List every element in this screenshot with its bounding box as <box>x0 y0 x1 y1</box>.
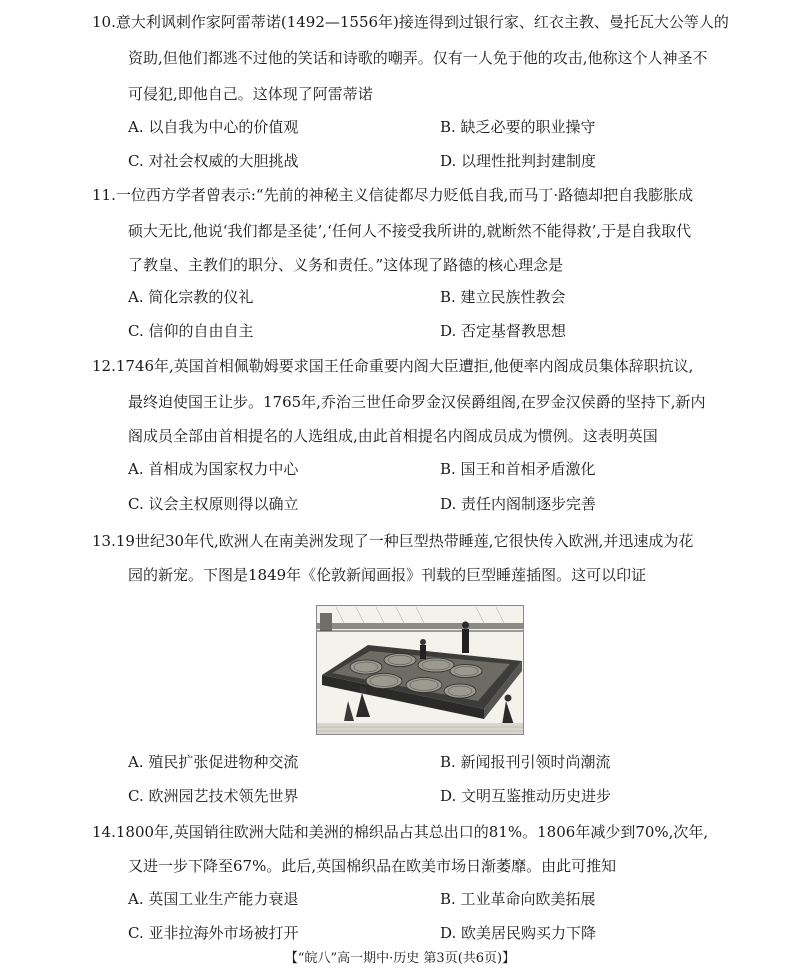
q14-stem-line-2: 又进一步下降至67%。此后,英国棉织品在欧美市场日渐萎靡。由此可推知 <box>128 857 617 875</box>
q14-option-a: A. 英国工业生产能力衰退 <box>128 890 299 908</box>
q12-stem-line-1: 12.1746年,英国首相佩勒姆要求国王任命重要内阁大臣遭拒,他便率内阁成员集体辞职抗议, <box>92 357 694 375</box>
q11-option-c: C. 信仰的自由自主 <box>128 322 254 340</box>
q13-stem-line-2: 园的新宠。下图是1849年《伦敦新闻画报》刊载的巨型睡莲插图。这可以印证 <box>128 566 647 584</box>
q10-stem-line-2: 资助,但他们都逃不过他的笑话和诗歌的嘲弄。仅有一人免于他的攻击,他称这个人神圣不 <box>128 49 708 67</box>
q11-option-a: A. 简化宗教的仪礼 <box>128 288 254 306</box>
q14-option-c: C. 亚非拉海外市场被打开 <box>128 924 299 942</box>
q13-option-a: A. 殖民扩张促进物种交流 <box>128 753 299 771</box>
page-footer: 【“皖八”高一期中·历史 第3页(共6页)】 <box>284 951 516 966</box>
q13-stem-line-1: 13.19世纪30年代,欧洲人在南美洲发现了一种巨型热带睡莲,它很快传入欧洲,并迅速成为花 <box>92 532 694 550</box>
q13-option-c: C. 欧洲园艺技术领先世界 <box>128 787 299 805</box>
q12-option-a: A. 首相成为国家权力中心 <box>128 460 299 478</box>
q10-stem-line-3: 可侵犯,即他自己。这体现了阿雷蒂诺 <box>128 85 373 103</box>
giant-water-lily-illustration <box>316 605 524 735</box>
q13-option-b: B. 新闻报刊引领时尚潮流 <box>440 753 611 771</box>
q11-stem-line-3: 了教皇、主教们的职分、义务和责任。”这体现了路德的核心理念是 <box>128 256 564 274</box>
q12-option-d: D. 责任内阁制逐步完善 <box>440 495 597 513</box>
q12-option-b: B. 国王和首相矛盾激化 <box>440 460 596 478</box>
q14-option-b: B. 工业革命向欧美拓展 <box>440 890 596 908</box>
q10-option-c: C. 对社会权威的大胆挑战 <box>128 152 299 170</box>
q10-option-a: A. 以自我为中心的价值观 <box>128 118 299 136</box>
q10-option-b: B. 缺乏必要的职业操守 <box>440 118 596 136</box>
q11-option-d: D. 否定基督教思想 <box>440 322 567 340</box>
q14-option-d: D. 欧美居民购买力下降 <box>440 924 597 942</box>
q10-stem-line-1: 10.意大利讽刺作家阿雷蒂诺(1492—1556年)接连得到过银行家、红衣主教、曼托瓦大公等人的 <box>92 13 729 31</box>
q12-stem-line-3: 阁成员全部由首相提名的人选组成,由此首相提名内阁成员成为惯例。这表明英国 <box>128 427 658 445</box>
q10-option-d: D. 以理性批判封建制度 <box>440 152 597 170</box>
q12-option-c: C. 议会主权原则得以确立 <box>128 495 299 513</box>
q14-stem-line-1: 14.1800年,英国销往欧洲大陆和美洲的棉织品占其总出口的81%。1806年减少到70%,次年, <box>92 823 709 841</box>
q11-option-b: B. 建立民族性教会 <box>440 288 566 306</box>
q11-stem-line-2: 硕大无比,他说‘我们都是圣徒’,‘任何人不接受我所讲的,就断然不能得救’,于是自我取代 <box>128 222 692 240</box>
q12-stem-line-2: 最终迫使国王让步。1765年,乔治三世任命罗金汉侯爵组阁,在罗金汉侯爵的坚持下,新内 <box>128 393 706 411</box>
q13-option-d: D. 文明互鉴推动历史进步 <box>440 787 612 805</box>
q11-stem-line-1: 11.一位西方学者曾表示:“先前的神秘主义信徒都尽力贬低自我,而马丁·路德却把自我膨胀成 <box>92 186 694 204</box>
